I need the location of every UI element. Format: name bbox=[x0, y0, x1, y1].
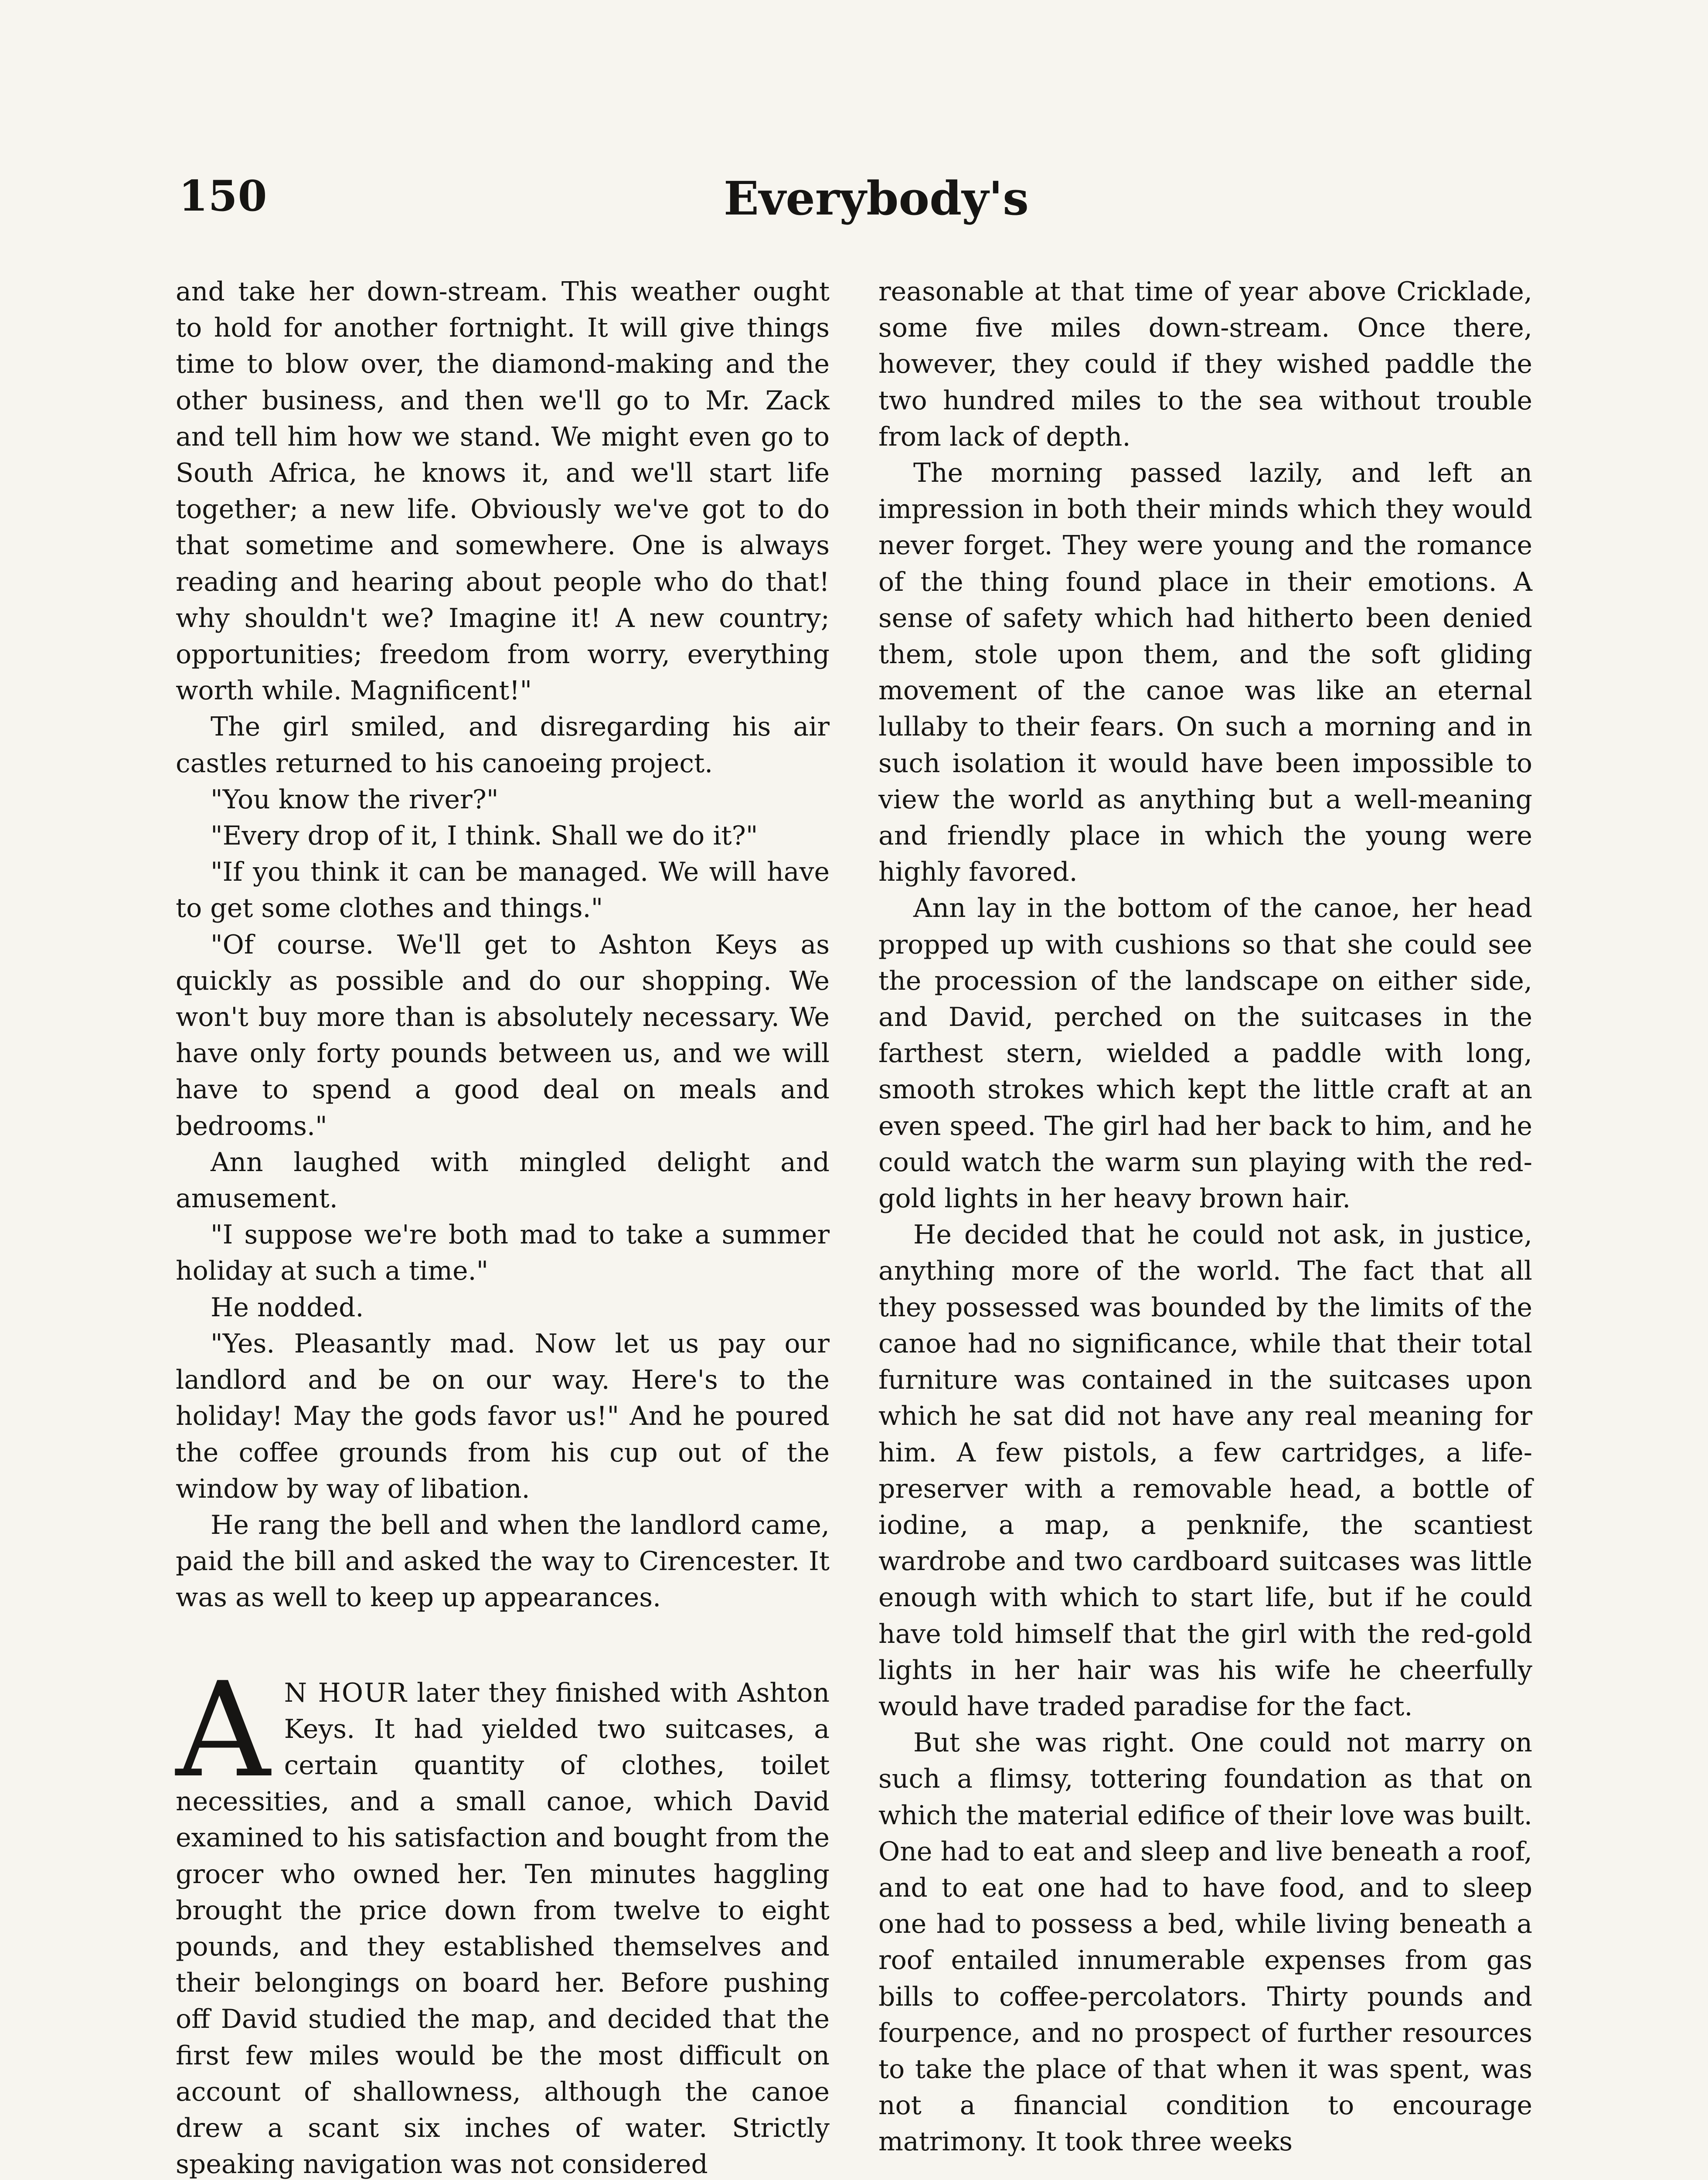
paragraph: reasonable at that time of year above Cricklade, some five miles down-stream. Once there, however, they could if they wished paddle the two hundred miles to the sea without trouble from lack of depth. bbox=[878, 276, 1532, 452]
paragraph: Ann laughed with mingled delight and amusement. bbox=[176, 1147, 830, 1214]
paragraph: Ann lay in the bottom of the canoe, her head propped up with cushions so that she could see the procession of the landscape on either side, and David, perched on the suitcases in the farthest stern, wielded a paddle with long, smooth strokes which kept the little craft at an even speed. The girl had her back to him, and he could watch the warm sun playing with the red-gold lights in her heavy brown hair. bbox=[878, 893, 1532, 1214]
paragraph: He nodded. bbox=[211, 1292, 364, 1323]
left-column bbox=[176, 274, 830, 2180]
paragraph: and take her down-stream. This weather ought to hold for another fortnight. It will give things time to blow over, the diamond-making and the other business, and then we'll go to Mr. Zack and tell him how we stand. We might even go to South Africa, he knows it, and we'll start life together; a new life. Obviously we've got to do that sometime and somewhere. One is always reading and hearing about people who do that! why shouldn't we? Imagine it! A new country; opportunities; freedom from worry, everything worth while. Magnificent!" bbox=[176, 276, 830, 706]
paragraph: The morning passed lazily, and left an impression in both their minds which they would never forget. They were young and the romance of the thing found place in their emotions. A sense of safety which had hitherto been denied them, stole upon them, and the soft gliding movement of the canoe was like an eternal lullaby to their fears. On such a morning and in such isolation it would have been impossible to view the world as anything but a well-meaning and friendly place in which the young were highly favored. bbox=[878, 458, 1532, 888]
paragraph: "Every drop of it, I think. Shall we do it?" bbox=[211, 821, 758, 852]
paragraph: He rang the bell and when the landlord came, paid the bill and asked the way to Cirencester. It was as well to keep up appearances. bbox=[176, 1509, 830, 1613]
page-number: 150 bbox=[179, 171, 268, 221]
section-opening-paragraph bbox=[176, 1654, 830, 2180]
lead-in: N HOUR bbox=[284, 1677, 408, 1708]
masthead: Everybody's bbox=[724, 171, 1029, 225]
right-column bbox=[878, 274, 1532, 2160]
drop-cap: A bbox=[176, 1654, 270, 1806]
paragraph-text: later they finished with Ashton Keys. It had yielded two suitcases, a certain quantity of clothes, toilet necessities, and a small canoe, which David examined to his satisfaction and bought from the grocer who owned her. Ten minutes haggling brought the price down from twelve to eight pounds, and they established themselves and their belongings on board her. Before pushing off David studied the map, and decided that the first few miles would be the most difficult on account of shallowness, although the canoe drew a scant six inches of water. Strictly speaking navigation was not considered bbox=[176, 1677, 830, 2180]
paragraph: "If you think it can be managed. We will have to get some clothes and things." bbox=[176, 857, 830, 924]
paragraph: But she was right. One could not marry on such a flimsy, tottering foundation as that on which the material edifice of their love was built. One had to eat and sleep and live beneath a roof, and to eat one had to have food, and to sleep one had to possess a bed, while living beneath a roof entailed innumerable expenses from gas bills to coffee-percolators. Thirty pounds and fourpence, and no prospect of further resources to take the place of that when it was spent, was not a financial condition to encourage matrimony. It took three weeks bbox=[878, 1727, 1532, 2157]
paragraph: "You know the river?" bbox=[211, 784, 499, 815]
paragraph: "Yes. Pleasantly mad. Now let us pay our landlord and be on our way. Here's to the holiday! May the gods favor us!" And he poured the coffee grounds from his cup out of the window by way of libation. bbox=[176, 1328, 830, 1504]
paragraph: He decided that he could not ask, in justice, anything more of the world. The fact that all they possessed was bounded by the limits of the canoe had no significance, while that their total furniture was contained in the suitcases upon which he sat did not have any real meaning for him. A few pistols, a few cartridges, a life-preserver with a removable head, a bottle of iodine, a map, a penknife, the scantiest wardrobe and two cardboard suitcases was little enough with which to start life, but if he could have told himself that the girl with the red-gold lights in her hair was his wife he cheerfully would have traded paradise for the fact. bbox=[878, 1219, 1532, 1722]
paragraph: "Of course. We'll get to Ashton Keys as quickly as possible and do our shopping. We won't buy more than is absolutely necessary. We have only forty pounds between us, and we will have to spend a good deal on meals and bedrooms." bbox=[176, 929, 830, 1141]
paragraph: The girl smiled, and disregarding his air castles returned to his canoeing project. bbox=[176, 712, 830, 779]
section-break bbox=[176, 1616, 830, 1675]
paragraph: "I suppose we're both mad to take a summer holiday at such a time." bbox=[176, 1219, 830, 1287]
